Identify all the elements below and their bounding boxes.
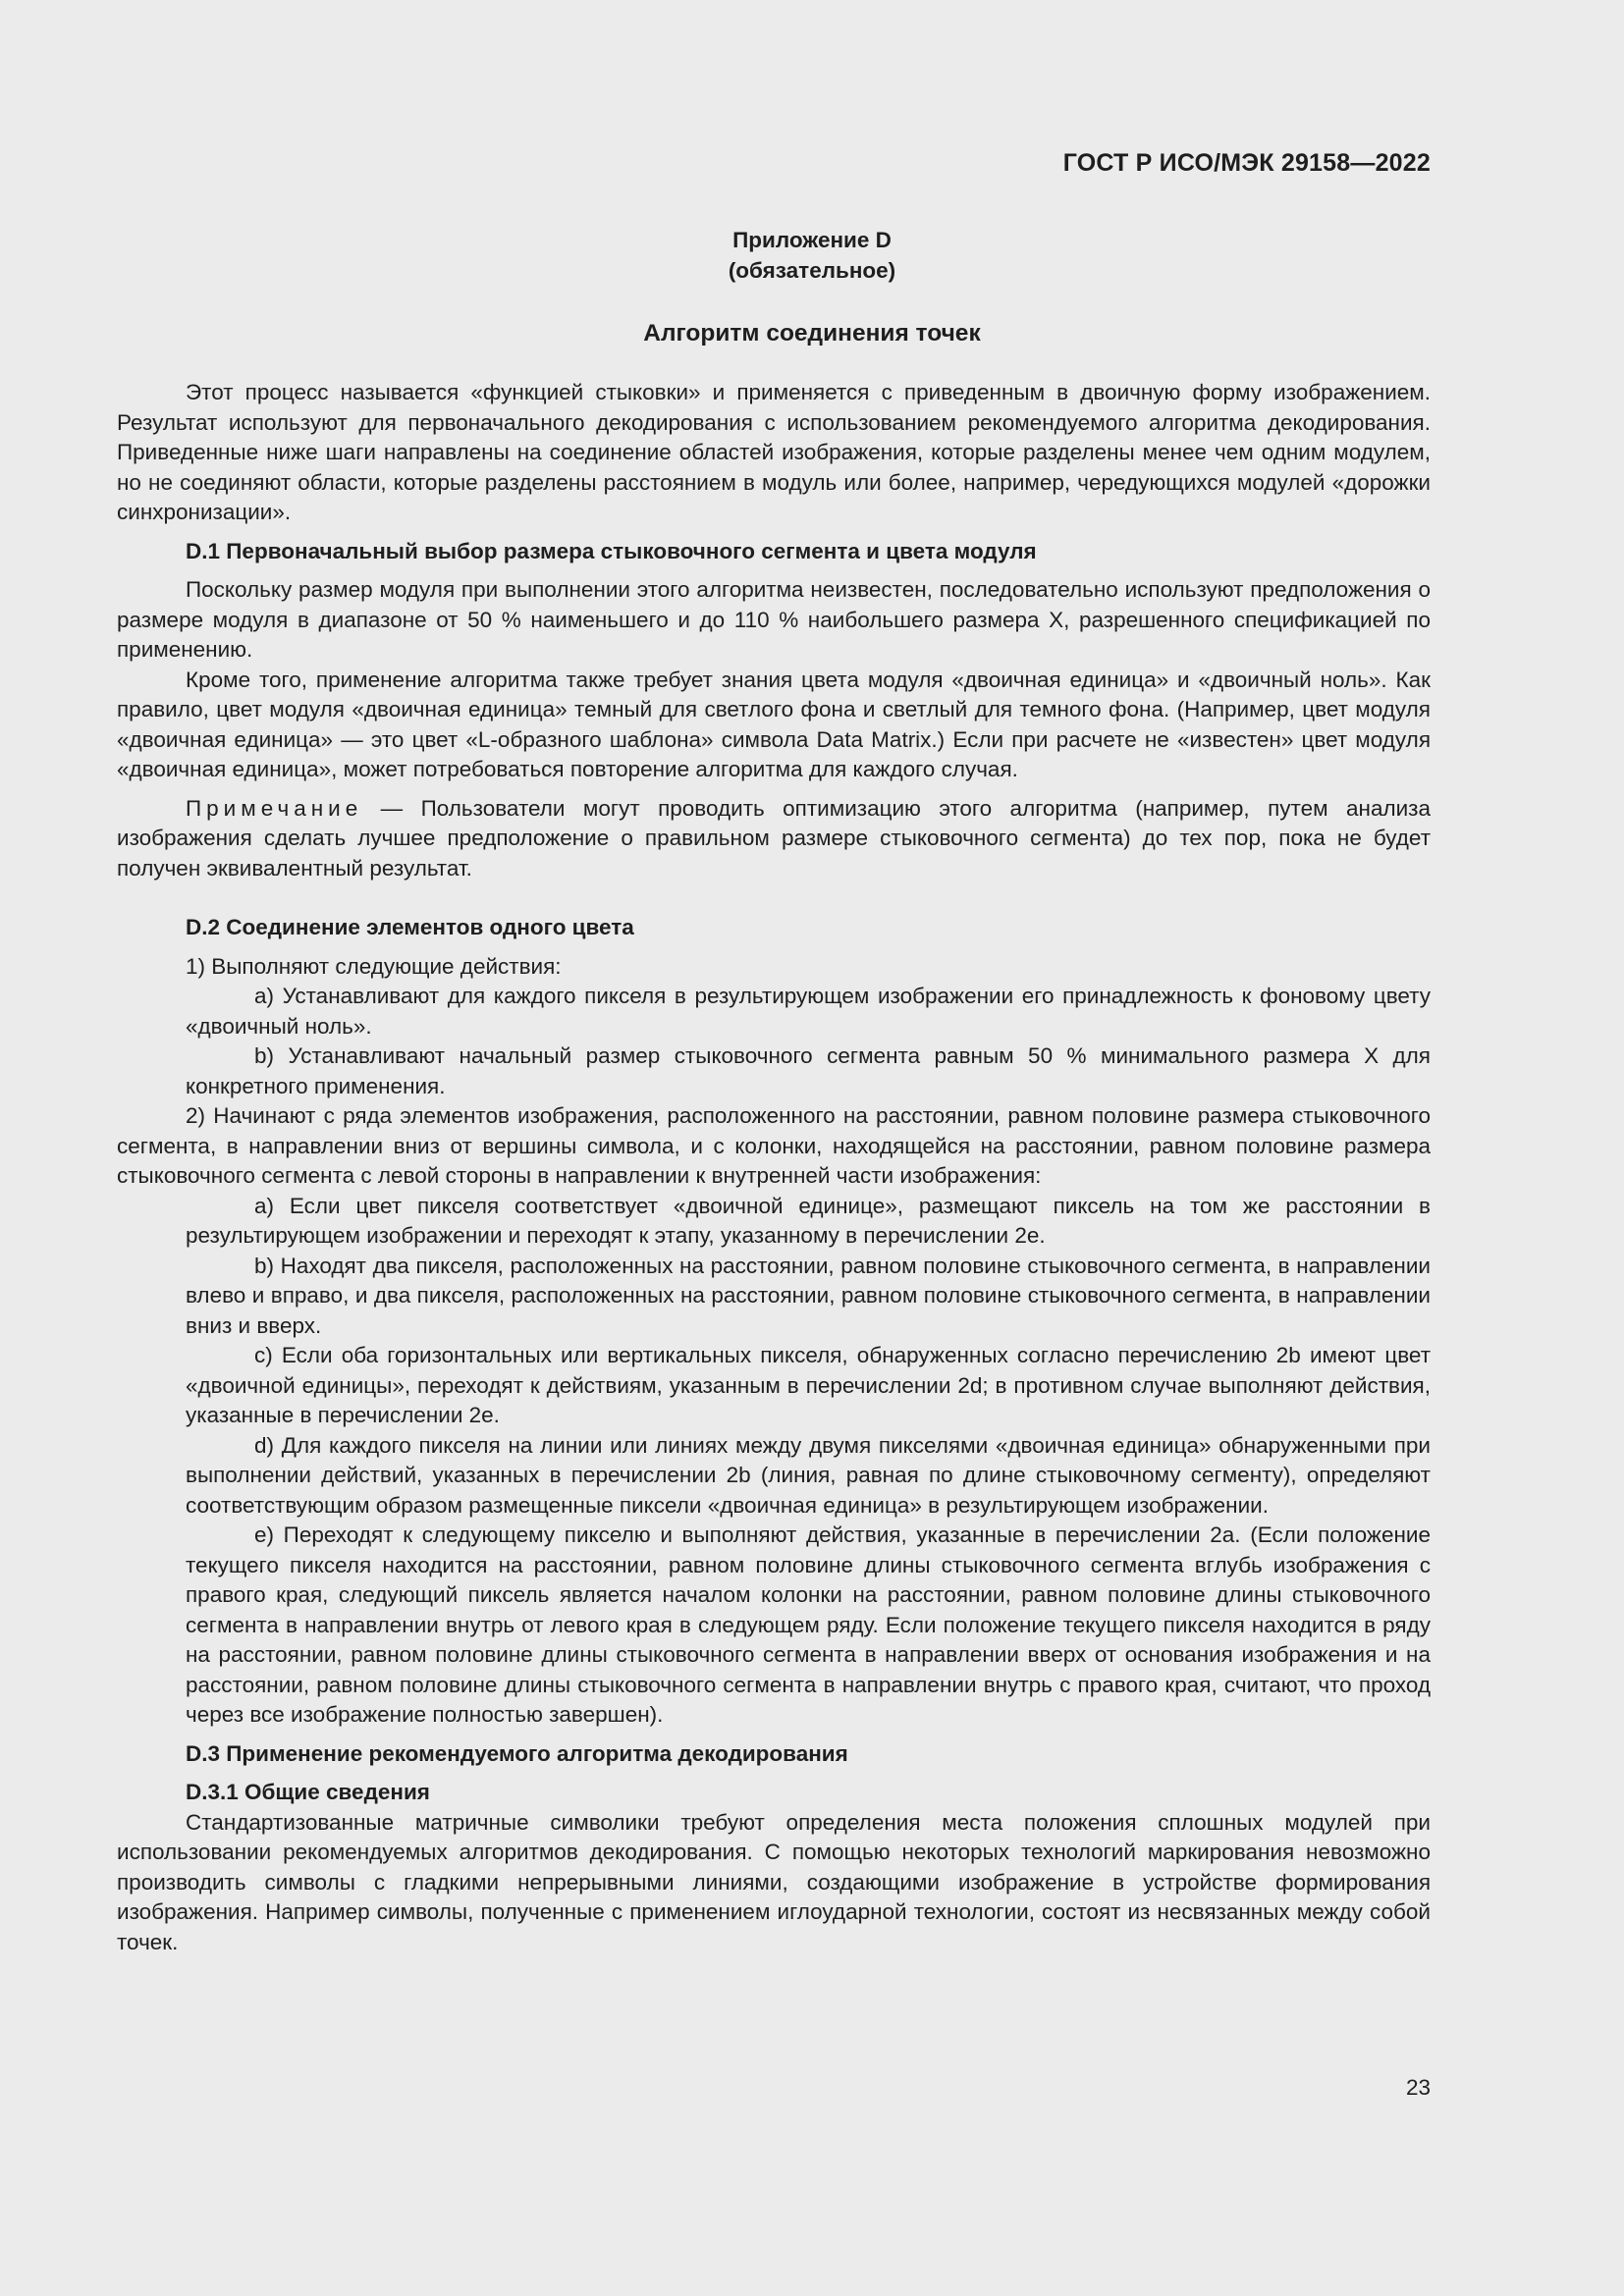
- page-number: 23: [1405, 2075, 1431, 2100]
- d1-paragraph-2: Кроме того, применение алгоритма также требует знания цвета модуля «двоичная единица» и «двоичный ноль». Как правило, цвет модуля «двоичная единица» темный для светлого фона и светлый для темного фона. (Например, цвет модуля «двоичная единица» — это цвет «L-образного шаблона» символа Data Matrix.) Если при расчете не «известен» цвет модуля «двоичная единица», может потребоваться повторение алгоритма для каждого случая.: [117, 667, 1431, 781]
- d2-step-1a: a) Устанавливают для каждого пикселя в результирующем изображении его принадлежность к фоновому цвету «двоичный ноль».: [186, 984, 1431, 1039]
- d2-step-1: 1) Выполняют следующие действия:: [186, 953, 562, 979]
- document-body: [117, 378, 1431, 1957]
- d1-paragraph-1: Поскольку размер модуля при выполнении этого алгоритма неизвестен, последовательно используют предположения о размере модуля в диапазоне от 50 % наименьшего и до 110 % наибольшего размера X, разрешенного спецификацией по применению.: [117, 577, 1431, 662]
- annex-title: Алгоритм соединения точек: [643, 320, 981, 347]
- d1-note: [117, 794, 1431, 884]
- d2-step-2a: a) Если цвет пикселя соответствует «двоичной единице», размещают пиксель на том же расстоянии в результирующем изображении и переходят к этапу, указанному в перечислении 2e.: [186, 1193, 1431, 1248]
- d2-step-1b: b) Устанавливают начальный размер стыковочного сегмента равным 50 % минимального размера X для конкретного применения.: [186, 1043, 1431, 1098]
- subsection-heading-d3-1: D.3.1 Общие сведения: [186, 1780, 430, 1804]
- standard-designation: ГОСТ Р ИСО/МЭК 29158—2022: [1062, 149, 1431, 177]
- annex-status: (обязательное): [728, 258, 896, 283]
- section-heading-d3: D.3 Применение рекомендуемого алгоритма декодирования: [186, 1740, 848, 1766]
- d2-step-2b: b) Находят два пикселя, расположенных на расстоянии, равном половине стыковочного сегмента, в направлении влево и вправо, и два пикселя, расположенных на расстоянии, равном половине стыковочного сегмента, в направлении вниз и вверх.: [186, 1253, 1431, 1338]
- section-heading-d1: D.1 Первоначальный выбор размера стыковочного сегмента и цвета модуля: [186, 538, 1037, 563]
- d3-1-paragraph: Стандартизованные матричные символики требуют определения места положения сплошных модулей при использовании рекомендуемых алгоритмов декодирования. С помощью некоторых технологий маркирования невозможно производить символы с гладкими непрерывными линиями, создающими изображение в устройстве формирования изображения. Например символы, полученные с применением иглоударной технологии, состоят из несвязанных между собой точек.: [117, 1809, 1431, 1954]
- d2-step-2: 2) Начинают с ряда элементов изображения, расположенного на расстоянии, равном половине размера стыковочного сегмента, в направлении вниз от вершины символа, и с колонки, находящейся на расстоянии, равном половине размера стыковочного сегмента с левой стороны в направлении к внутренней части изображения:: [117, 1103, 1431, 1188]
- d2-step-2e: e) Переходят к следующему пикселю и выполняют действия, указанные в перечислении 2a. (Если положение текущего пикселя находится на расстоянии, равном половине длины стыковочного сегмента вглубь изображения с правого края, следующий пиксель является началом колонки на расстоянии, равном половине длины стыковочного сегмента в направлении внутрь от левого края в следующем ряду. Если положение текущего пикселя находится в ряду на расстоянии, равном половине длины стыковочного сегмента в направлении вверх от основания изображения и на расстоянии, равном половине длины стыковочного сегмента в направлении внутрь с правого края, считают, что проход через все изображение полностью завершен).: [186, 1522, 1431, 1727]
- d2-step-2c: c) Если оба горизонтальных или вертикальных пикселя, обнаруженных согласно перечислению 2b имеют цвет «двоичной единицы», переходят к действиям, указанным в перечислении 2d; в противном случае выполняют действия, указанные в перечислении 2e.: [186, 1343, 1431, 1427]
- note-label: Примечание: [186, 795, 363, 821]
- note-text: — Пользователи могут проводить оптимизацию этого алгоритма (например, путем анализа изображения сделать лучшее предположение о правильном размере стыковочного сегмента) до тех пор, пока не будет получен эквивалентный результат.: [117, 795, 1431, 881]
- section-heading-d2: D.2 Соединение элементов одного цвета: [186, 915, 634, 939]
- intro-paragraph: Этот процесс называется «функцией стыковки» и применяется с приведенным в двоичную форму изображением. Результат используют для первоначального декодирования с использованием рекомендуемого алгоритма декодирования. Приведенные ниже шаги направлены на соединение областей изображения, которые разделены менее чем одним модулем, но не соединяют области, которые разделены расстоянием в модуль или более, например, чередующихся модулей «дорожки синхронизации».: [117, 380, 1431, 524]
- annex-label: Приложение D: [732, 228, 892, 252]
- d2-step-2d: d) Для каждого пикселя на линии или линиях между двумя пикселями «двоичная единица» обнаруженными при выполнении действий, указанных в перечислении 2b (линия, равная по длине стыковочному сегменту), определяют соответствующим образом размещенные пиксели «двоичная единица» в результирующем изображении.: [186, 1432, 1431, 1518]
